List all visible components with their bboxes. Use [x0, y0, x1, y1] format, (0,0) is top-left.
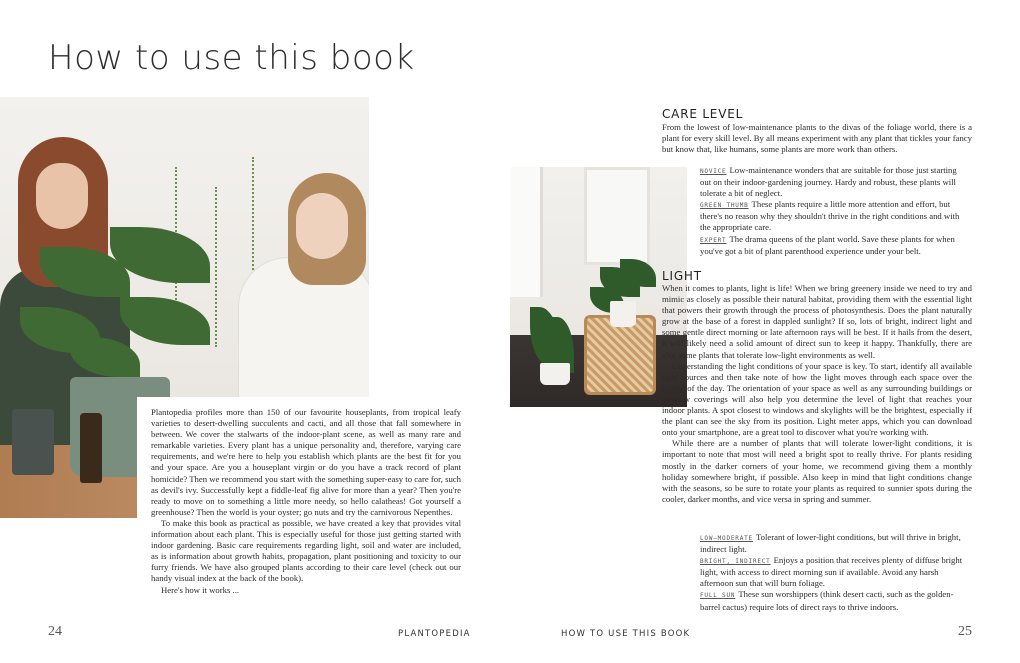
intro-text [137, 397, 461, 596]
leaf [120, 297, 210, 345]
light-paragraph: While there are a number of plants that will tolerate lower-light conditions, it is important to note that most will need a bright spot to really thrive. For plants residing mostly in the darker corners of your home, we recommend giving them a monthly holiday somewhere bright, if possible. Also keep in mind that light conditions change with the seasons, so be sure to rotate your plants as required to sunnier spots during the cooler, darker months, and vice versa in spring and summer. [662, 438, 972, 504]
photo-room-with-plants [510, 167, 687, 407]
page-number-left: 24 [48, 624, 62, 639]
key-text: These plants require a little more attention and effort, but there's no reason why they shouldn't thrive in the right conditions and with the appropriate care. [700, 199, 960, 233]
key-item-green-thumb [700, 199, 968, 233]
key-item-expert [700, 234, 968, 257]
care-level-heading: CARE LEVEL [662, 107, 744, 121]
light-key [700, 532, 968, 613]
care-level-key [700, 165, 968, 257]
light-paragraph: Understanding the light conditions of your space is key. To start, identify all available light sources and then take note of how the light moves through each space over the course of the day. The orientation of your space as well as any surrounding buildings or window coverings will also help you determine the level of light that reaches your indoor plants. A spot closest to windows and skylights will be the brightest, especially if the plant can see the sky from its position. Light meter apps, which you can download onto your smartphone, are a great tool to discover what you're working with. [662, 360, 972, 438]
face-right [296, 193, 348, 259]
vine-decoration [215, 187, 217, 347]
right-page [510, 0, 1020, 663]
key-item-novice [700, 165, 968, 199]
key-text: These sun worshippers (think desert cacti, such as the golden-barrel cactus) require lots of direct rays to thrive indoors. [700, 589, 954, 612]
face-left [36, 163, 88, 229]
plant-pot [610, 301, 636, 327]
fertiliser-bottle [80, 413, 102, 483]
key-tag: GREEN THUMB [700, 202, 749, 210]
window [510, 167, 543, 297]
key-tag: FULL SUN [700, 592, 736, 600]
key-text: Low-maintenance wonders that are suitable for those just starting out on their indoor-gardening journey. Hardy and robust, these plants will tolerate a bit of neglect. [700, 165, 957, 199]
intro-paragraph: Here's how it works ... [161, 584, 240, 595]
light-heading: LIGHT [662, 269, 702, 283]
rattan-chair [584, 315, 656, 395]
watering-can [12, 409, 54, 475]
key-text: Tolerant of lower-light conditions, but will thrive in bright, indirect light. [700, 532, 961, 555]
running-head-right: HOW TO USE THIS BOOK [561, 629, 691, 639]
light-text [662, 283, 972, 505]
intro-paragraph: To make this book as practical as possible, we have created a key that provides vital information about each plant. This is especially useful for those just getting started with indoor gardening. Basic care requirements regarding light, soil and water are included, as is information about growth habits, propagation, plant positioning and toxicity to our furry friends. We have also grouped plants according to their care level (check out our handy visual index at the back of the book). [151, 517, 461, 584]
care-level-text: From the lowest of low-maintenance plants to the divas of the foliage world, there is a plant for every skill level. By all means experiment with any plant that tickles your fancy but know that, like humans, some plants are more work than others. [662, 122, 972, 155]
page-title: How to use this book [48, 38, 415, 78]
key-tag: EXPERT [700, 236, 727, 244]
page-number-right: 25 [958, 624, 972, 639]
key-tag: NOVICE [700, 168, 727, 175]
running-head-left: PLANTOPEDIA [398, 629, 471, 639]
key-tag: LOW–MODERATE [700, 535, 753, 542]
key-text: The drama queens of the plant world. Save these plants for when you've got a bit of plant parenthood experience under your belt. [700, 233, 955, 256]
plant-pot [540, 363, 570, 385]
key-tag: BRIGHT, INDIRECT [700, 558, 771, 566]
window [584, 167, 650, 265]
intro-paragraph: Plantopedia profiles more than 150 of our favourite houseplants, from tropical leafy varieties to desert-dwelling succulents and cacti, and all those that fall somewhere in between. We cover the stalwarts of the indoor-plant scene, as well as many rare and remarkable varieties. Every plant has a unique personality and, therefore, varying care requirements, and we're here to help you establish which plants are the best fit for you and your space. Are you a houseplant virgin or do you have a track record of plant homicide? Then we recommend you start with the something super-easy to care for, such as devil's ivy. Successfully kept a fiddle-leaf fig alive for more than a year? Then you're ready to move on to something a little more needy, so hello calatheas! Got yourself a greenhouse? Then the world is your oyster; go nuts and try the carnivorous Nepenthes. [151, 407, 461, 517]
key-text: Enjoys a position that receives plenty of diffuse bright light, with access to direct morning sun if available. Avoid any harsh afternoon sun that will burn foliage. [700, 555, 963, 589]
key-item-full-sun [700, 589, 968, 612]
key-item-bright-indirect [700, 555, 968, 589]
key-item-low-moderate [700, 532, 968, 555]
light-paragraph: When it comes to plants, light is life! When we bring greenery inside we need to try and mimic as closely as possible their natural habitat, providing them with the essential light that powers their growth through the process of photosynthesis. Does the plant naturally grow at the base of a forest in dappled sunlight? If so, lots of bright, indirect light and some gentle direct morning or late afternoon rays will be best. If it hails from the desert, it will likely need a solid amount of direct sun to keep it happy. Thankfully, there are also some plants that tolerate low-light environments as well. [662, 283, 972, 360]
